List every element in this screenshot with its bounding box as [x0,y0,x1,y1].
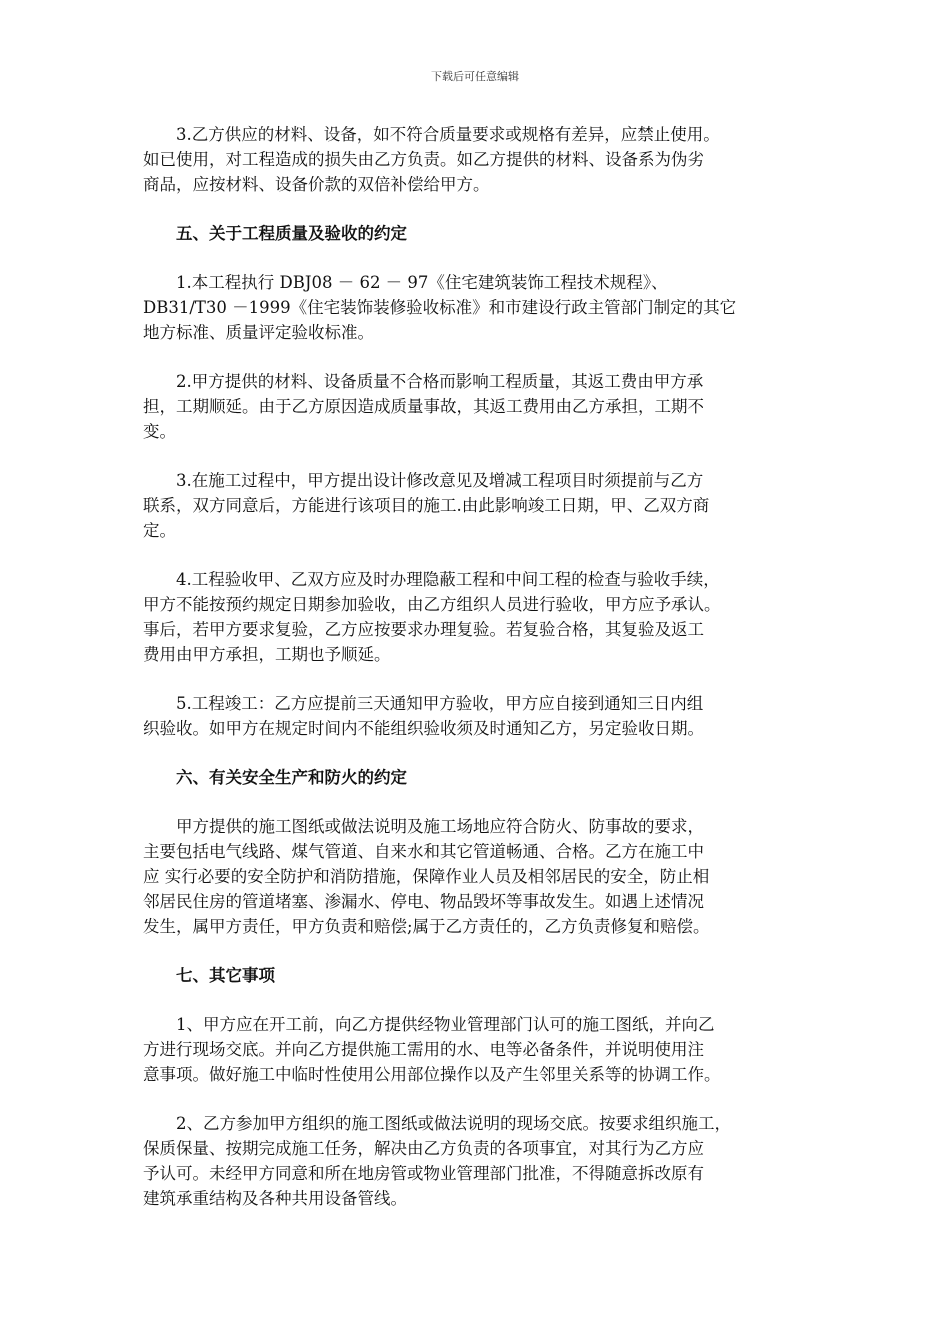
paragraph [143,270,813,345]
section-heading: 六、有关安全生产和防火的约定 [176,768,407,787]
paragraph [143,369,813,444]
paragraph [143,122,813,197]
paragraph-line: 1.本工程执行 DBJ08 － 62 － 97《住宅建筑装饰工程技术规程》、 [176,273,668,292]
paragraph-line: 建筑承重结构及各种共用设备管线。 [143,1189,407,1208]
paragraph-line: DB31/T30 －1999《住宅装饰装修验收标准》和市建设行政主管部门制定的其它 [143,298,737,317]
paragraph-line: 2、乙方参加甲方组织的施工图纸或做法说明的现场交底。按要求组织施工， [176,1114,731,1133]
paragraph-line: 方进行现场交底。并向乙方提供施工需用的水、电等必备条件，并说明使用注 [143,1040,704,1059]
paragraph-line: 应 实行必要的安全防护和消防措施，保障作业人员及相邻居民的安全，防止相 [143,867,710,886]
document-body [143,122,813,1235]
paragraph-line: 2.甲方提供的材料、设备质量不合格而影响工程质量，其返工费由甲方承 [176,372,704,391]
paragraph-line: 3.在施工过程中，甲方提出设计修改意见及增减工程项目时须提前与乙方 [176,471,704,490]
header-note: 下载后可任意编辑 [431,70,519,83]
paragraph-line: 予认可。未经甲方同意和所在地房管或物业管理部门批准，不得随意拆改原有 [143,1164,704,1183]
paragraph-line: 邻居民住房的管道堵塞、渗漏水、停电、物品毁坏等事故发生。如遇上述情况 [143,892,704,911]
paragraph [143,1012,813,1087]
section-heading: 五、关于工程质量及验收的约定 [176,224,407,243]
paragraph-line: 如已使用，对工程造成的损失由乙方负责。如乙方提供的材料、设备系为伪劣 [143,150,704,169]
paragraph [143,468,813,543]
paragraph-line: 变。 [143,422,176,441]
paragraph-line: 保质保量、按期完成施工任务，解决由乙方负责的各项事宜，对其行为乙方应 [143,1139,704,1158]
section-heading: 七、其它事项 [176,966,275,985]
paragraph-line: 担，工期顺延。由于乙方原因造成质量事故，其返工费用由乙方承担，工期不 [143,397,704,416]
paragraph-line: 5.工程竣工：乙方应提前三天通知甲方验收，甲方应自接到通知三日内组 [176,694,704,713]
paragraph-line: 发生，属甲方责任，甲方负责和赔偿;属于乙方责任的，乙方负责修复和赔偿。 [143,917,710,936]
paragraph-line: 甲方不能按预约规定日期参加验收，由乙方组织人员进行验收，甲方应予承认。 [143,595,721,614]
paragraph-line: 3.乙方供应的材料、设备，如不符合质量要求或规格有差异，应禁止使用。 [176,125,720,144]
paragraph-line: 定。 [143,521,176,540]
paragraph-line: 1、甲方应在开工前，向乙方提供经物业管理部门认可的施工图纸，并向乙 [176,1015,715,1034]
paragraph [143,567,813,667]
paragraph [143,1111,813,1211]
paragraph-line: 事后，若甲方要求复验，乙方应按要求办理复验。若复验合格，其复验及返工 [143,620,704,639]
paragraph-line: 4.工程验收甲、乙双方应及时办理隐蔽工程和中间工程的检查与验收手续， [176,570,720,589]
paragraph [143,691,813,741]
paragraph-line: 费用由甲方承担，工期也予顺延。 [143,645,391,664]
paragraph-line: 地方标准、质量评定验收标准。 [143,323,374,342]
paragraph-line: 联系，双方同意后，方能进行该项目的施工.由此影响竣工日期，甲、乙双方商 [143,496,710,515]
paragraph-line: 织验收。如甲方在规定时间内不能组织验收须及时通知乙方，另定验收日期。 [143,719,704,738]
paragraph [143,814,813,939]
paragraph-line: 意事项。做好施工中临时性使用公用部位操作以及产生邻里关系等的协调工作。 [143,1065,721,1084]
paragraph-line: 甲方提供的施工图纸或做法说明及施工场地应符合防火、防事故的要求， [176,817,704,836]
paragraph-line: 主要包括电气线路、煤气管道、自来水和其它管道畅通、合格。乙方在施工中 [143,842,704,861]
paragraph-line: 商品，应按材料、设备价款的双倍补偿给甲方。 [143,175,490,194]
